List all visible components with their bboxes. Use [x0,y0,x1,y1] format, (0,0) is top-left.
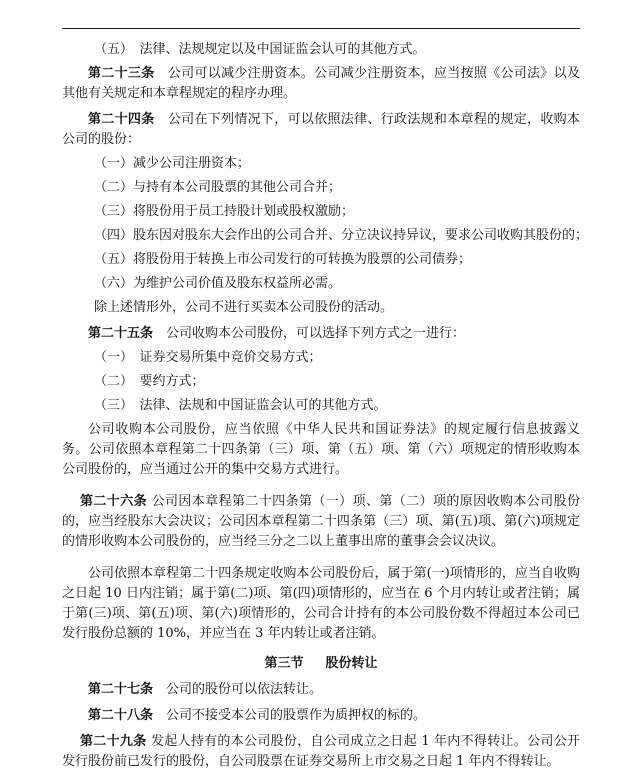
list-item: （五）将股份用于转换上市公司发行的可转换为股票的公司债券； [94,252,472,267]
list-item: （三）将股份用于员工持股计划或股权激励； [94,204,355,219]
article-label: 第二十九条 [80,734,147,749]
list-item: （一） 证券交易所集中竞价交易方式； [94,350,322,365]
article-text: 公司在下列情况下，可以依照法律、行政法规和本章程的规定，收购本公司的股份： [62,112,580,147]
article-label: 第二十五条 [88,326,154,341]
article-label: 第二十七条 [88,682,154,697]
section-title [62,654,580,674]
paragraph: 除上述情形外，公司不进行买卖本公司股份的活动。 [94,300,394,315]
article-24 [62,110,580,150]
article-text: 公司收购本公司股份，可以选择下列方式之一进行： [166,326,466,341]
article-28 [62,706,580,726]
list-item: （一）减少公司注册资本； [94,156,251,171]
article-text: 公司的股份可以依法转让。 [166,682,323,697]
paragraph: 公司收购本公司股份，应当依照《中华人民共和国证券法》的规定履行信息披露义务。公司依照本章程第二十四条第（三）项、第（五）项、第（六）项规定的情形收购本公司股份的，应当通过公开的集中交易方式进行。 [62,422,580,477]
list-item: （四）股东因对股东大会作出的公司合并、分立决议持异议，要求公司收购其股份的； [94,228,589,243]
article-23 [62,64,580,104]
article-29 [62,732,580,772]
document-body [62,40,589,772]
list-item: （五） 法律、法规规定以及中国证监会认可的其他方式。 [94,42,426,57]
article-label: 第二十六条 [80,494,148,509]
paragraph: 公司依照本章程第二十四条规定收购本公司股份后，属于第(一)项情形的，应当自收购之日起 10 日内注销；属于第(二)项、第(四)项情形的，应当在 6 个月内转让或者注销；属于第(三)项、第(五)项、第(六)项情形的，公司合计持有的本公司股份数不得超过本公司已发行股份总额的 10%，并应当在 3 年内转让或者注销。 [62,566,580,641]
list-item: （二） 要约方式； [94,374,205,389]
article-27 [62,680,580,700]
article-text: 公司不接受本公司的股票作为质押权的标的。 [166,708,427,723]
article-25 [62,324,580,344]
article-text: 公司因本章程第二十四条第（一）项、第（二）项的原因收购本公司股份的，应当经股东大会决议；公司因本章程第二十四条第（三）项、第(五)项、第(六)项规定的情形收购本公司股份的，应当经三分之二以上董事出席的董事会会议决议。 [62,494,580,549]
article-text: 发起人持有的本公司股份，自公司成立之日起 1 年内不得转让。公司公开发行股份前已发行的股份，自公司股票在证券交易所上市交易之日起 1 年内不得转让。 [62,734,580,769]
section-number: 第三节 [264,656,304,671]
header-rule [62,28,580,29]
list-item: （三） 法律、法规和中国证监会认可的其他方式。 [94,398,387,413]
article-label: 第二十四条 [88,112,155,127]
list-item: （六）为维护公司价值及股东权益所必需。 [94,276,342,291]
list-item: （二）与持有本公司股票的其他公司合并； [94,180,342,195]
section-heading: 股份转让 [325,656,378,671]
article-text: 公司可以减少注册资本。公司减少注册资本，应当按照《公司法》以及其他有关规定和本章程规定的程序办理。 [62,66,580,101]
article-26 [62,492,580,552]
article-label: 第二十八条 [88,708,154,723]
article-label: 第二十三条 [88,66,155,81]
